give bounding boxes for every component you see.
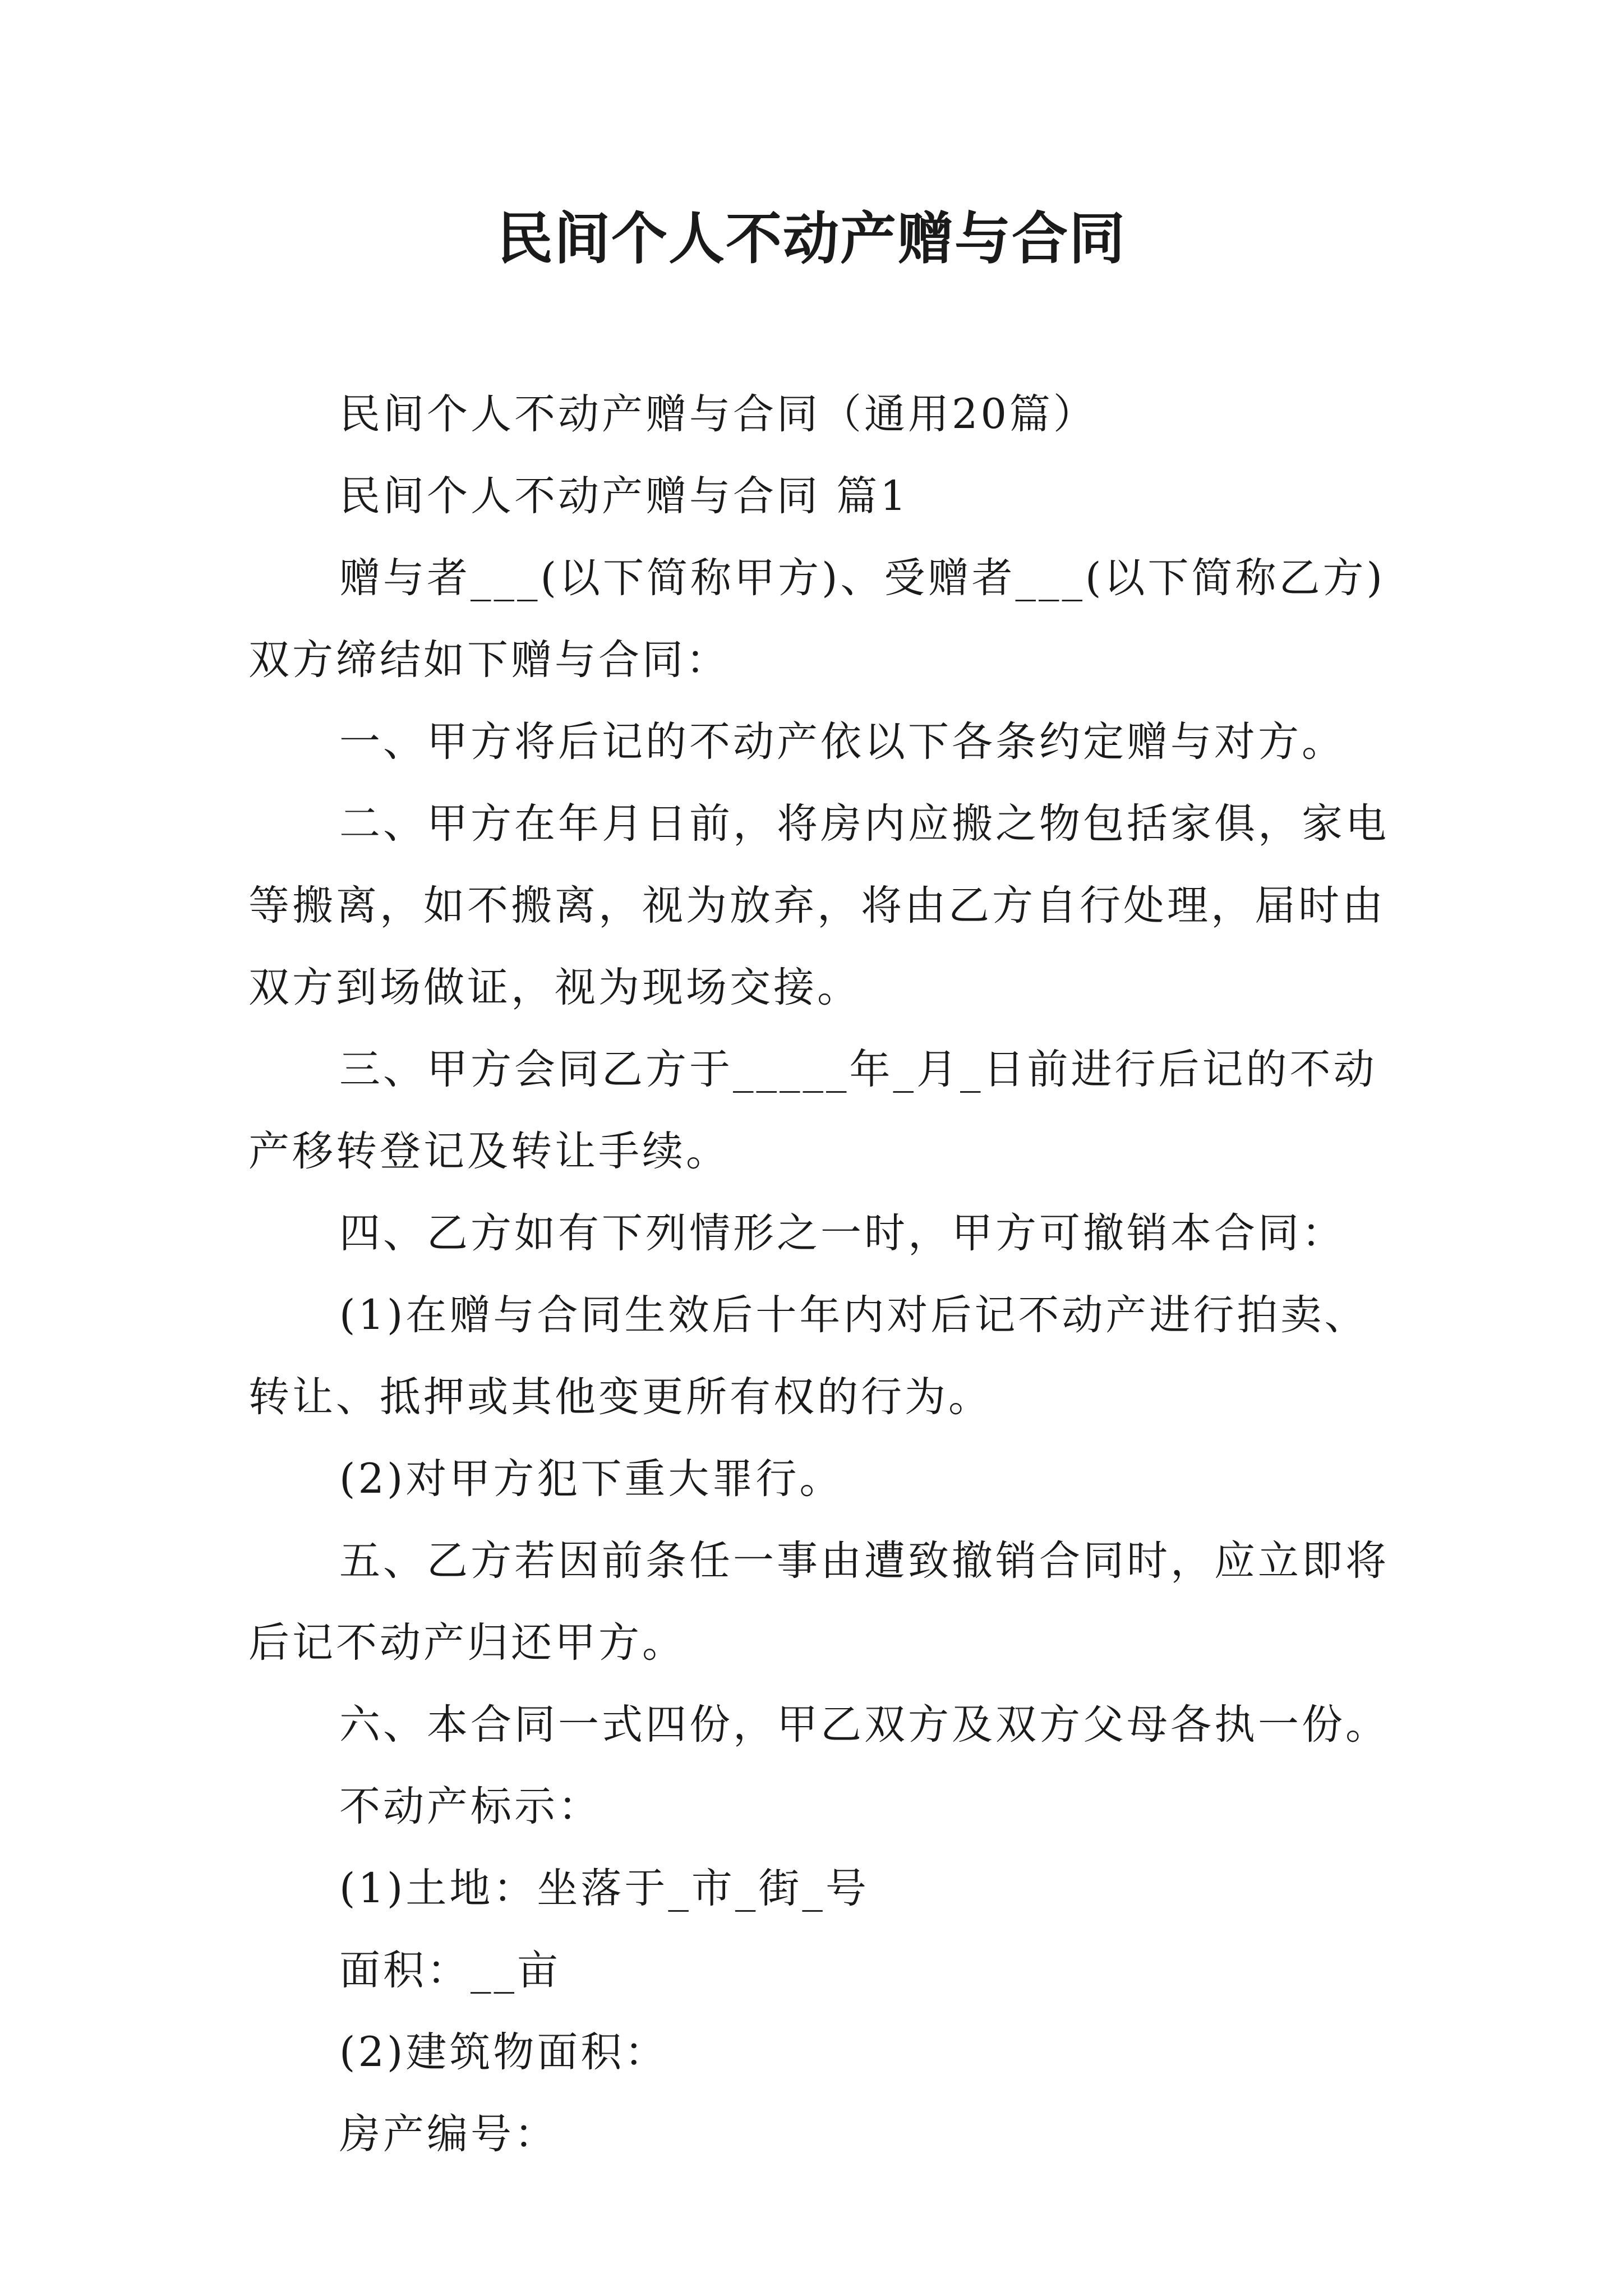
- paragraph-heading-collection: 民间个人不动产赠与合同（通用20篇）: [339, 390, 1097, 438]
- paragraph-clause-1: 一、甲方将后记的不动产依以下各条约定赠与对方。: [339, 718, 1345, 766]
- paragraph-clause-4-item-1: (1)在赠与合同生效后十年内对后记不动产进行拍卖、转让、抵押或其他变更所有权的行为。: [248, 1291, 1368, 1421]
- paragraph-property-land: (1)土地：坐落于_市_街_号: [339, 1865, 869, 1912]
- paragraph-clause-2: 二、甲方在年月日前，将房内应搬之物包括家俱，家电等搬离，如不搬离，视为放弃，将由乙方自行处理，届时由双方到场做证，视为现场交接。: [248, 800, 1389, 1011]
- paragraph-clause-3: 三、甲方会同乙方于_____年_月_日前进行后记的不动产移转登记及转让手续。: [248, 1046, 1377, 1175]
- paragraph-property-building: (2)建筑物面积：: [339, 2028, 668, 2076]
- document-body: [248, 374, 1398, 2175]
- document-title: 民间个人不动产赠与合同: [497, 205, 1126, 272]
- paragraph-property-number: 房产编号：: [339, 2110, 558, 2158]
- paragraph-parties: 赠与者___(以下简称甲方)、受赠者___(以下简称乙方)双方缔结如下赠与合同：: [248, 554, 1385, 684]
- paragraph-clause-4: 四、乙方如有下列情形之一时，甲方可撤销本合同：: [339, 1209, 1345, 1257]
- paragraph-property-label: 不动产标示：: [339, 1783, 602, 1830]
- paragraph-heading-article-1: 民间个人不动产赠与合同 篇1: [339, 472, 909, 520]
- paragraph-clause-4-item-2: (2)对甲方犯下重大罪行。: [339, 1455, 843, 1503]
- paragraph-property-area: 面积：__亩: [339, 1947, 561, 1994]
- paragraph-clause-5: 五、乙方若因前条任一事由遭致撤销合同时，应立即将后记不动产归还甲方。: [248, 1537, 1389, 1667]
- paragraph-clause-6: 六、本合同一式四份，甲乙双方及双方父母各执一份。: [339, 1701, 1389, 1749]
